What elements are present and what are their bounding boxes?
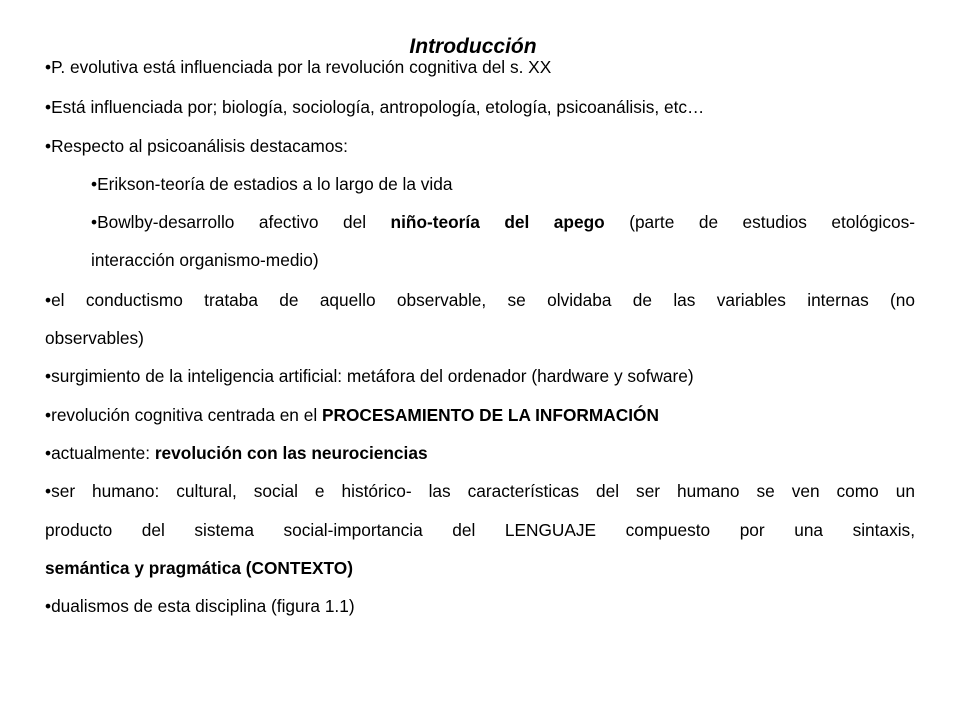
bullet-text: Bowlby-desarrollo afectivo del	[97, 212, 391, 232]
bullet-item	[45, 290, 915, 311]
bullet-marker: •	[91, 174, 98, 194]
bullet-marker: •	[45, 290, 52, 310]
bullet-marker: •	[45, 57, 52, 77]
bullet-marker: •	[91, 212, 98, 232]
bullet-item	[45, 57, 915, 78]
sub-bullet-continuation: interacción organismo-medio)	[91, 250, 319, 270]
bullet-marker: •	[45, 136, 52, 156]
bullet-item	[45, 596, 915, 617]
bullet-marker: •	[45, 443, 52, 463]
bullet-item	[45, 136, 915, 157]
bullet-text: surgimiento de la inteligencia artificial: metáfora del ordenador (hardware y sofware)	[51, 366, 694, 386]
bullet-continuation: observables)	[45, 328, 144, 348]
bullet-emphasis: niño-teoría del apego	[390, 212, 605, 232]
bullet-item	[45, 481, 915, 502]
bullet-text: (parte de estudios etológicos-	[604, 212, 915, 232]
bullet-item	[45, 97, 915, 118]
bullet-emphasis: semántica y pragmática (CONTEXTO)	[45, 558, 353, 578]
bullet-text: revolución cognitiva centrada en el	[51, 405, 322, 425]
bullet-marker: •	[45, 97, 52, 117]
bullet-marker: •	[45, 366, 52, 386]
bullet-continuation: producto del sistema social-importancia del LENGUAJE compuesto por una sintaxis,	[45, 520, 915, 540]
bullet-item	[45, 366, 915, 387]
sub-bullet-item	[91, 212, 915, 233]
bullet-text: ser humano: cultural, social e histórico- las características del ser humano se ven como un	[51, 481, 915, 501]
bullet-item	[45, 443, 915, 464]
sub-bullet-item	[91, 174, 915, 195]
bullet-emphasis: revolución con las neurociencias	[154, 443, 428, 463]
bullet-text: Erikson-teoría de estadios a lo largo de la vida	[97, 174, 453, 194]
bullet-text: P. evolutiva está influenciada por la revolución cognitiva del s. XX	[51, 57, 552, 77]
slide-title: Introducción	[409, 35, 537, 58]
bullet-emphasis: PROCESAMIENTO DE LA INFORMACIÓN	[321, 405, 659, 425]
bullet-text: el conductismo trataba de aquello observable, se olvidaba de las variables internas (no	[51, 290, 915, 310]
bullet-text: Respecto al psicoanálisis destacamos:	[51, 136, 348, 156]
bullet-text: dualismos de esta disciplina (figura 1.1)	[51, 596, 355, 616]
bullet-marker: •	[45, 481, 52, 501]
bullet-marker: •	[45, 596, 52, 616]
bullet-text: Está influenciada por; biología, sociología, antropología, etología, psicoanálisis, etc…	[51, 97, 705, 117]
bullet-text: actualmente:	[51, 443, 155, 463]
bullet-item	[45, 405, 915, 426]
bullet-marker: •	[45, 405, 52, 425]
bullet-continuation-emphasis	[45, 558, 915, 579]
